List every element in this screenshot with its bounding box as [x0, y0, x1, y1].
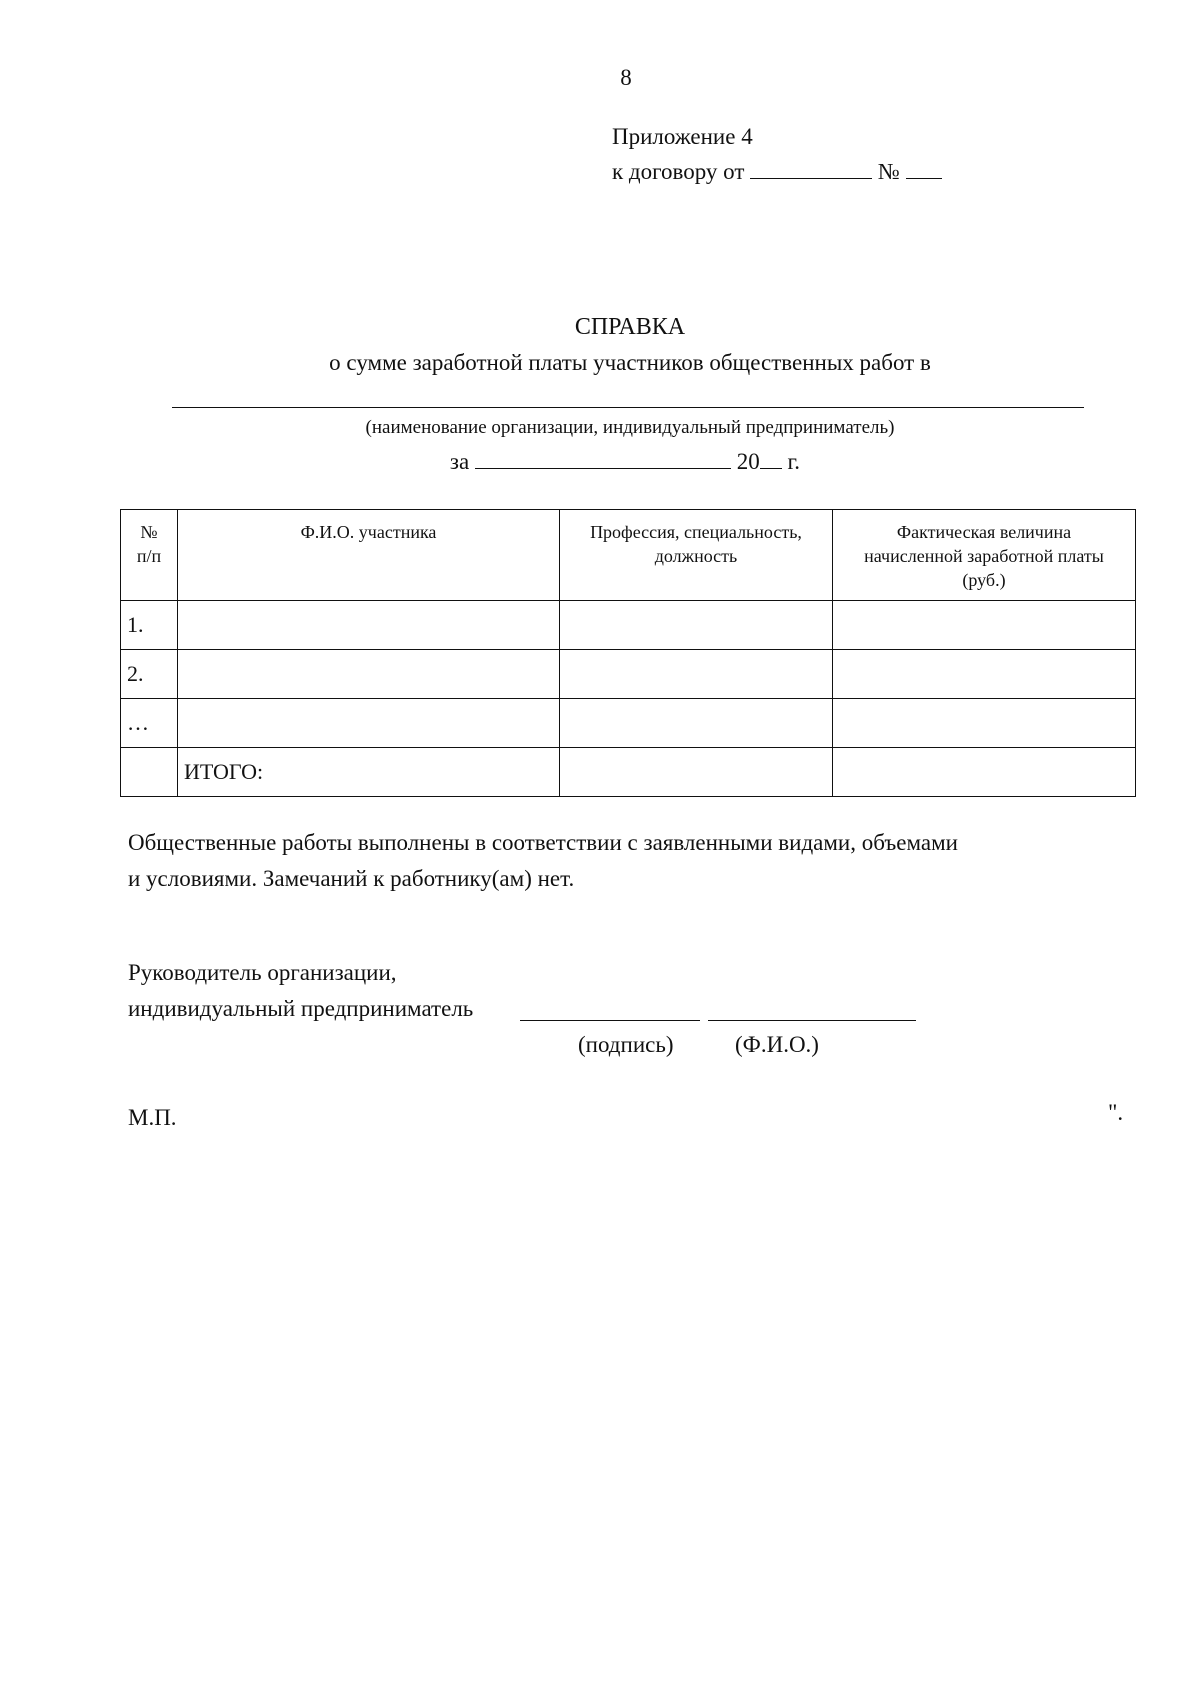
table-total-row: [121, 748, 1136, 797]
page-number: 8: [620, 65, 632, 90]
salary-cell[interactable]: [833, 699, 1136, 748]
salary-cell[interactable]: [833, 650, 1136, 699]
row-number-cell: …: [121, 699, 178, 748]
period-line: [0, 448, 1200, 475]
period-year: 20: [736, 449, 760, 474]
appendix-contract-line: [612, 158, 942, 185]
period-year-blank[interactable]: [760, 448, 782, 469]
organization-caption: (наименование организации, индивидуальный предприниматель): [365, 417, 895, 438]
total-salary-cell[interactable]: [833, 748, 1136, 797]
table-header-row: [121, 510, 1136, 601]
total-profession-cell[interactable]: [560, 748, 833, 797]
row-number-cell: 2.: [121, 650, 178, 699]
statement-line-2: и условиями. Замечаний к работнику(ам) нет.: [128, 866, 575, 891]
table-row: [121, 699, 1136, 748]
document-title: СПРАВКА: [574, 314, 686, 340]
signer-name-blank[interactable]: [708, 1020, 916, 1021]
organization-name-line[interactable]: [172, 407, 1084, 408]
column-header-profession: Профессия, специальность, должность: [560, 510, 833, 601]
table-row: [121, 601, 1136, 650]
profession-cell[interactable]: [560, 601, 833, 650]
participant-name-cell[interactable]: [178, 601, 560, 650]
appendix-contract-prefix: к договору от: [612, 159, 745, 184]
profession-cell[interactable]: [560, 650, 833, 699]
salary-table: [120, 509, 1136, 797]
closing-quote: ".: [1108, 1100, 1124, 1125]
period-prefix: за: [449, 449, 470, 474]
table-row: [121, 650, 1136, 699]
column-header-name: Ф.И.О. участника: [178, 510, 560, 601]
participant-name-cell[interactable]: [178, 650, 560, 699]
signer-name-caption: (Ф.И.О.): [735, 1032, 819, 1057]
contract-number-sign: №: [877, 159, 900, 184]
stamp-place: М.П.: [128, 1105, 177, 1130]
period-suffix: г.: [787, 449, 801, 474]
signer-role-line-1: Руководитель организации,: [128, 960, 397, 985]
profession-cell[interactable]: [560, 699, 833, 748]
column-header-number: № п/п: [121, 510, 178, 601]
contract-number-blank[interactable]: [906, 158, 942, 179]
appendix-title: Приложение 4: [612, 124, 753, 149]
document-subtitle: о сумме заработной платы участников общественных работ в: [329, 350, 931, 375]
signature-caption: (подпись): [578, 1032, 674, 1057]
contract-date-blank[interactable]: [750, 158, 872, 179]
statement-line-1: Общественные работы выполнены в соответствии с заявленными видами, объемами: [128, 830, 958, 855]
column-header-salary: Фактическая величина начисленной заработной платы (руб.): [833, 510, 1136, 601]
row-number-cell: [121, 748, 178, 797]
signer-role-line-2: индивидуальный предприниматель: [128, 996, 474, 1021]
period-month-blank[interactable]: [475, 448, 731, 469]
row-number-cell: 1.: [121, 601, 178, 650]
total-label-cell: ИТОГО:: [178, 748, 560, 797]
signature-blank[interactable]: [520, 1020, 700, 1021]
participant-name-cell[interactable]: [178, 699, 560, 748]
salary-cell[interactable]: [833, 601, 1136, 650]
